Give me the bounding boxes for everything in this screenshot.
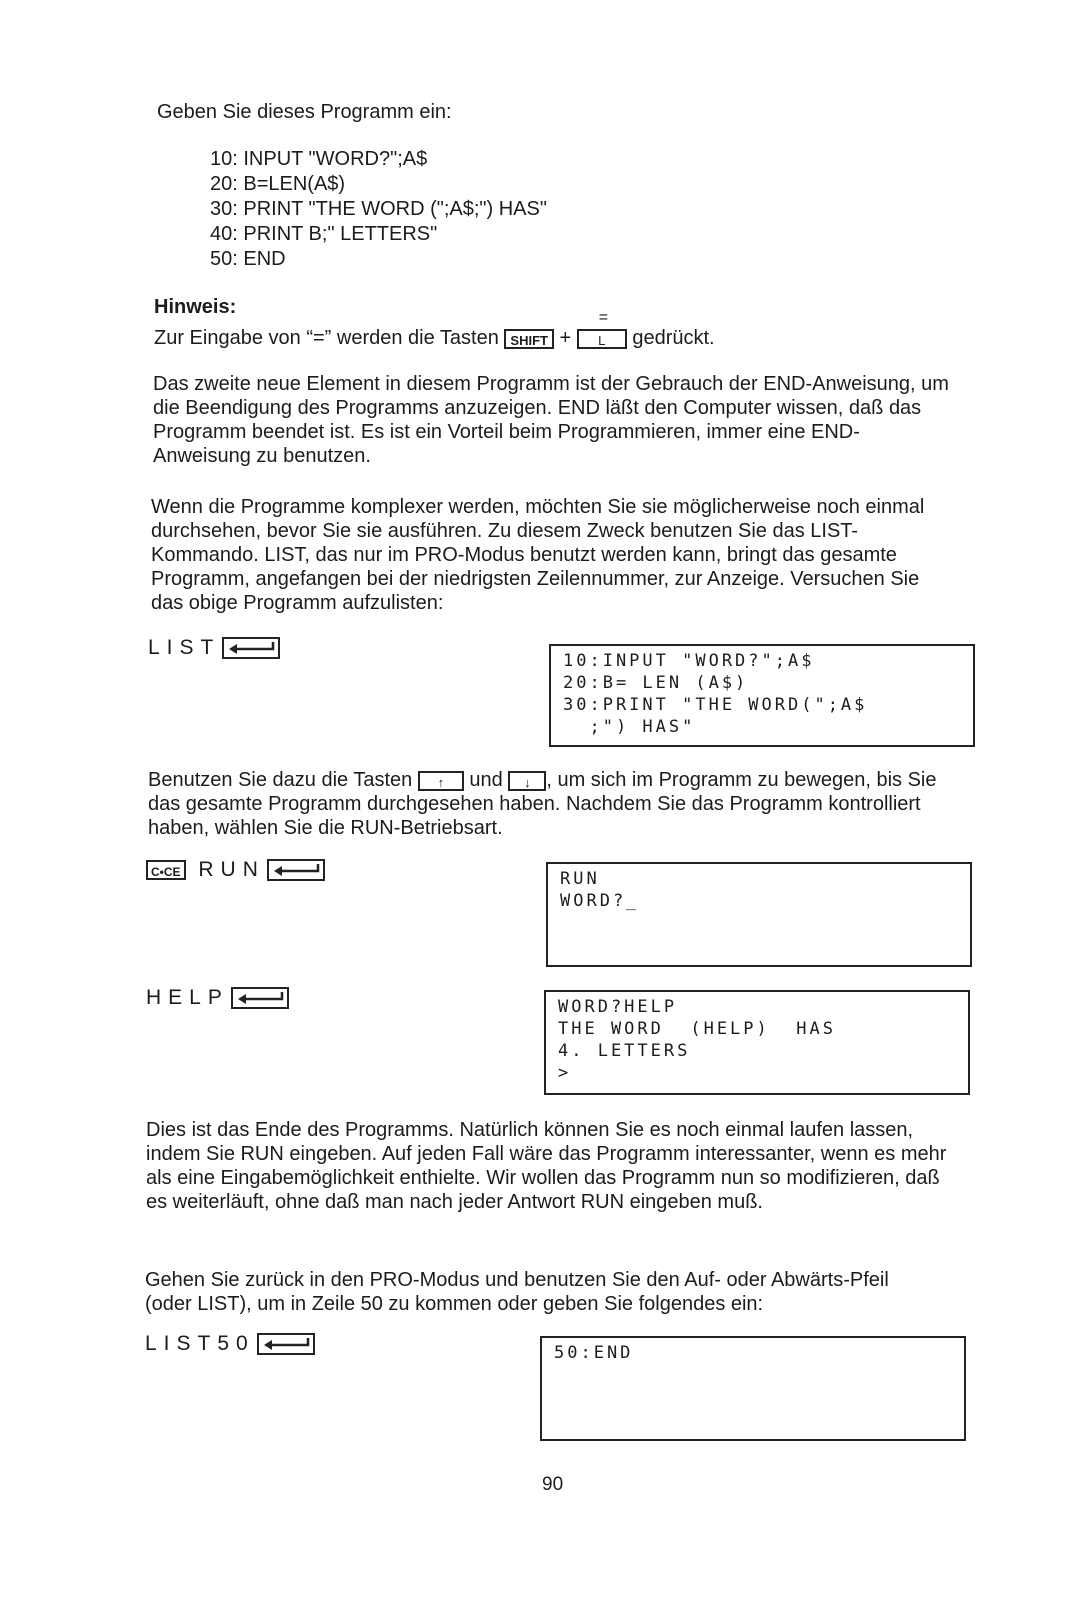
paragraph-arrow-keys — [148, 768, 960, 840]
command-text: RUN — [198, 858, 265, 881]
clear-key: C•CE — [146, 860, 186, 880]
step-help — [146, 986, 289, 1010]
program-listing — [210, 147, 547, 272]
step-list — [148, 636, 280, 660]
para3-and: und — [469, 769, 503, 791]
para3-before: Benutzen Sie dazu die Tasten — [148, 769, 413, 791]
lcd-screen-run: RUN WORD?_ — [546, 862, 972, 967]
command-text: HELP — [146, 986, 229, 1009]
enter-key-icon — [222, 637, 280, 659]
paragraph-end-statement: Das zweite neue Element in diesem Programm ist der Gebrauch der END-Anweisung, um die Beendigung des Programms anzuzeigen. END läßt den Computer wissen, daß das Programm beendet ist. Es ist ein Vorteil beim Programmieren, immer eine END-Anweisung zu benutzen. — [153, 373, 949, 467]
program-line: 50: END — [210, 248, 286, 270]
l-key-wrapper — [577, 309, 627, 350]
plus-sign: + — [559, 327, 572, 349]
command-text: LIST50 — [145, 1332, 255, 1355]
enter-key-icon — [231, 987, 289, 1009]
shift-key: SHIFT — [504, 329, 554, 349]
lcd-screen-list: 10:INPUT "WORD?";A$ 20:B= LEN (A$) 30:PRINT "THE WORD(";A$ ;") HAS" — [549, 644, 975, 747]
page-number: 90 — [542, 1474, 564, 1495]
lcd-screen-help: WORD?HELP THE WORD (HELP) HAS 4. LETTERS > — [544, 990, 970, 1095]
program-line: 40: PRINT B;" LETTERS" — [210, 223, 438, 245]
l-key-top-label: = — [598, 309, 609, 326]
command-text: LIST — [148, 636, 221, 659]
hint-title: Hinweis: — [154, 296, 237, 318]
hint-before: Zur Eingabe von “=” werden die Tasten — [154, 327, 499, 349]
paragraph-pro-mode: Gehen Sie zurück in den PRO-Modus und benutzen Sie den Auf- oder Abwärts-Pfeil (oder LIST), um in Zeile 50 zu kommen oder geben Sie folgendes ein: — [145, 1269, 889, 1315]
program-line: 30: PRINT "THE WORD (";A$;") HAS" — [210, 198, 547, 220]
enter-key-icon — [257, 1333, 315, 1355]
para3-after: , um sich im Programm zu bewegen, bis Sie das gesamte Programm durchgesehen haben. Nachdem Sie das Programm kontrolliert haben, wählen Sie die RUN-Betriebsart. — [148, 769, 937, 839]
up-arrow-key: ↑ — [418, 771, 464, 791]
down-arrow-key: ↓ — [508, 771, 546, 791]
hint-text — [154, 309, 715, 350]
program-line: 10: INPUT "WORD?";A$ — [210, 148, 428, 170]
program-line: 20: B=LEN(A$) — [210, 173, 346, 195]
paragraph-end-of-program: Dies ist das Ende des Programms. Natürlich können Sie es noch einmal laufen lassen, indem Sie RUN eingeben. Auf jeden Fall wäre das Programm interessanter, wenn es mehr als eine Eingabemöglichkeit enthielte. Wir wollen das Programm nun so modifizieren, daß es weiterläuft, ohne daß man nach jeder Antwort RUN eingeben muß. — [146, 1119, 947, 1213]
step-run — [146, 858, 325, 882]
lcd-screen-list50: 50:END — [540, 1336, 966, 1441]
paragraph-list-command: Wenn die Programme komplexer werden, möchten Sie sie möglicherweise noch einmal durchsehen, bevor Sie sie ausführen. Zu diesem Zweck benutzen Sie das LIST-Kommando. LIST, das nur im PRO-Modus benutzt werden kann, bringt das gesamte Programm, angefangen bei der niedrigsten Zeilennummer, zur Anzeige. Versuchen Sie das obige Programm aufzulisten: — [151, 496, 925, 614]
l-key: L — [577, 329, 627, 349]
intro-text: Geben Sie dieses Programm ein: — [157, 101, 452, 123]
step-list50 — [145, 1332, 315, 1356]
hint-after: gedrückt. — [632, 327, 715, 349]
enter-key-icon — [267, 859, 325, 881]
